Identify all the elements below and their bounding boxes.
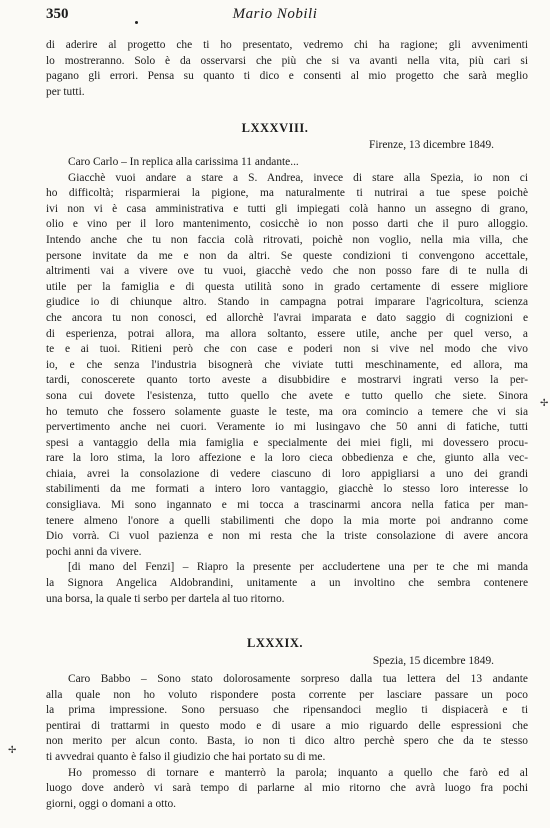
letter-number-89: LXXXIX. <box>247 636 303 650</box>
text-line: una borsa, la quale ti serbo per dartela al tuo ritorno. <box>46 592 285 605</box>
text-line: pervertimento anche nei cuori. Veramente io mi lusingavo che 50 anni di fatiche, tutti <box>46 421 528 434</box>
text-line: pochi anni da vivere. <box>46 545 142 558</box>
page-header <box>0 6 550 26</box>
text-line: la Signora Angelica Aldobrandini, unitamente a un involtino che sembra contenere <box>46 577 528 590</box>
text-line: di aderire al progetto che ti ho presentato, vedremo chi ha ragione; gli avvenimenti <box>46 39 528 51</box>
text-line: Ho promesso di tornare e manterrò la parola; inquanto a quello che farò ed al <box>68 766 528 779</box>
text-line: chiaia, avrei la consolazione di vedere ciascuno di loro appigliarsi a uno dei grandi <box>46 467 528 480</box>
text-line: te e ai tuoi. Ritieni però che con case e poderi non si vive nel modo che vivo <box>46 343 528 356</box>
text-line: che ancora tu non conosci, ed allorchè l'avrai imparata e dato saggio di cognizioni e <box>46 311 528 324</box>
text-line: spesi a vantaggio della mia famiglia e specialmente dei miei figli, mi dovessero procu- <box>46 436 528 449</box>
letter-dateline-89: Spezia, 15 dicembre 1849. <box>372 655 494 667</box>
text-line: alla quale non ho voluto rispondere posta corrente per lasciare passare un poco <box>46 688 528 701</box>
letter-number-88: LXXXVIII. <box>241 121 309 135</box>
text-line: [di mano del Fenzi] – Riapro la presente per accludertene una per te che mi manda <box>68 561 528 574</box>
text-line: ho difficoltà; risparmierai la pigione, ma naturalmente ti nutrirai a tue spese poichè <box>46 187 528 200</box>
text-line: ivi non vi è casa amministrativa e tutti gli impiegati colà hanno un assegno di grano, <box>46 202 528 215</box>
salutation: Caro Carlo – In replica alla carissima 11 andante... <box>68 156 299 168</box>
text-line: stabilimenti da me formati a intero loro vantaggio, giacchè lo stesso loro interesse lo <box>46 483 528 496</box>
text-line: pentirai di trattarmi in questo modo e di usare a mio riguardo delle espressioni che <box>46 719 528 732</box>
letter-body-89 <box>46 672 528 812</box>
text-line: lo mostreranno. Solo è da osservarsi che più che si va avanti nella vita, più cari si <box>46 54 528 67</box>
text-line: Intendo anche che tu non faccia colà ritrovati, poichè non voglio, nella mia villa, che <box>46 233 528 246</box>
text-line: persone invitate da me e non da altri. Se queste condizioni ti convengono accettale, <box>46 249 528 262</box>
text-line: altrimenti vai a vivere ove tu vuoi, giacchè vedo che non posso fare di te nulla di <box>46 265 528 278</box>
text-line: sona cui dovete l'esistenza, tutto quello che avete e tutto quello che siete. Sinora <box>46 389 528 402</box>
text-line: olio e vino per il loro mantenimento, cosicchè io non posso darti che il puro alloggio. <box>46 218 528 231</box>
text-line: rare la loro stima, la loro affezione e la loro cieca obbedienza e che, giunto alla vec- <box>46 452 528 465</box>
text-line: luogo dove anderò vi sarà tempo di parlarne al mio ritorno che avrà luogo fra pochi <box>46 782 528 795</box>
page-number: 350 <box>46 6 69 22</box>
text-line: utile per la famiglia e di questa utilità sono in grado certamente di essere migliore <box>46 280 528 293</box>
text-line: non merito per alcun conto. Basta, io non ti dico altro perchè spero che da te stesso <box>46 735 528 748</box>
text-line: giorni, oggi o domani a otto. <box>46 797 177 810</box>
text-line: ho temuto che fossero solamente guaste le teste, ma ora comincio a temere che vi sia <box>46 405 528 418</box>
margin-mark: ✢ <box>8 745 17 756</box>
letter-dateline-88: Firenze, 13 dicembre 1849. <box>369 139 494 151</box>
text-line: pagano gli errori. Pensa su quanto ti dico e consenti al mio progetto che sarà meglio <box>46 70 528 83</box>
letter-body-88 <box>46 155 528 607</box>
text-line: la prima impressione. Sono persuaso che ripensandoci meglio ti dispiacerà e ti <box>46 704 528 717</box>
text-line: Caro Babbo – Sono stato dolorosamente sorpreso dalla tua lettera del 13 andante <box>68 673 528 685</box>
intro-paragraph <box>46 38 528 100</box>
text-line: Giacchè vuoi andare a stare a S. Andrea, invece di stare alla Spezia, io non ci <box>68 171 528 184</box>
text-line: ti avvedrai quanto è falso il giudizio che hai portato su di me. <box>46 750 326 763</box>
running-head: Mario Nobili <box>232 6 318 22</box>
text-line: di esperienza, potrai allora, ma allora soltanto, essere utile, anche per quel verso, a <box>46 327 528 340</box>
text-line: tenere almeno l'onore a quelli stabilimenti che dopo la mia morte poi andranno come <box>46 514 528 527</box>
text-line: Dio vorrà. Ci vuol pazienza e non mi resta che la triste consolazione di avere ancora <box>46 530 528 543</box>
margin-mark: ✢ <box>540 398 549 409</box>
text-line: tardi, conoscerete quanto torto aveste a disubbidire e mostrarvi ingrati verso la per- <box>46 374 528 387</box>
text-line: io, e che senza l'industria bisognerà che viviate tutti meschinamente, ed allora, ma <box>46 358 528 371</box>
text-line: giudice io di chiunque altro. Stando in campagna potrai imparare l'agricoltura, scienza <box>46 296 528 309</box>
text-line: consigliava. Mi sono ingannato e mi tocca a trascinarmi ancora nella fatica per man- <box>46 499 528 512</box>
text-line: per tutti. <box>46 85 85 98</box>
